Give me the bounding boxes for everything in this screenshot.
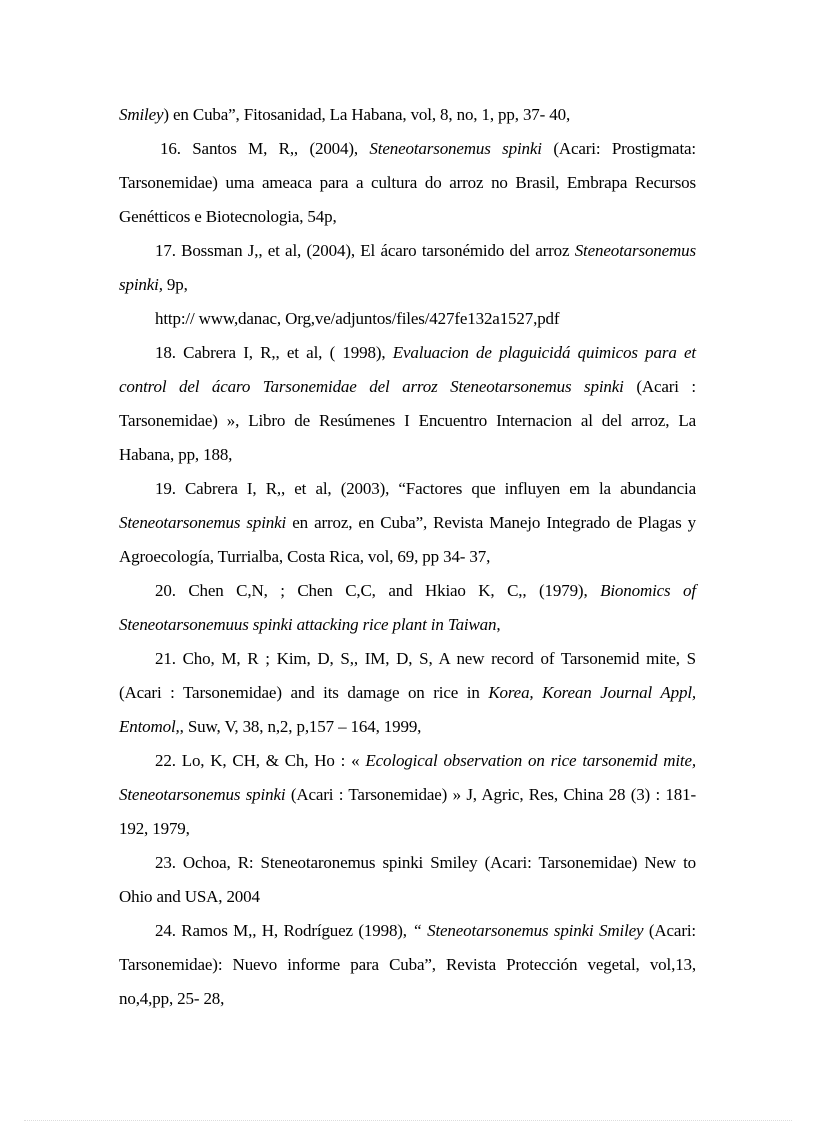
reference-16: 16. Santos M, R,, (2004), Steneotarsonemus spinki (Acari: Prostigmata: Tarsonemidae) uma ameaca para a cultura do arroz no Brasil, Embrapa Recursos Genétticos e Biotecnologia, 54p, — [119, 139, 696, 226]
reference-24: 24. Ramos M,, H, Rodríguez (1998), “ Steneotarsonemus spinki Smiley (Acari: Tarsonemidae): Nuevo informe para Cuba”, Revista Protección vegetal, vol,13, no,4,pp, 25- 28, — [119, 921, 696, 1008]
reference-18: 18. Cabrera I, R,, et al, ( 1998), Evaluacion de plaguicidá quimicos para et control del ácaro Tarsonemidae del arroz Steneotarsonemus spinki (Acari : Tarsonemidae) », Libro de Resúmenes I Encuentro Internacion al del arroz, La Habana, pp, 188, — [119, 343, 696, 464]
reference-17-url[interactable]: http:// www,danac, Org,ve/adjuntos/files/427fe132a1527,pdf — [155, 309, 560, 328]
reference-21: 21. Cho, M, R ; Kim, D, S,, IM, D, S, A new record of Tarsonemid mite, S (Acari : Tarsonemidae) and its damage on rice in Korea, Korean Journal Appl, Entomol,, Suw, V, 38, n,2, p,157 – 164, 1999, — [119, 649, 696, 736]
reference-22: 22. Lo, K, CH, & Ch, Ho : « Ecological observation on rice tarsonemid mite, Steneotarsonemus spinki (Acari : Tarsonemidae) » J, Agric, Res, China 28 (3) : 181- 192, 1979, — [119, 751, 697, 838]
reference-17: 17. Bossman J,, et al, (2004), El ácaro tarsonémido del arroz Steneotarsonemus spinki, 9p, — [119, 241, 696, 294]
reference-continuation: Smiley) en Cuba”, Fitosanidad, La Habana, vol, 8, no, 1, pp, 37- 40, — [119, 105, 571, 124]
page-bottom-divider — [24, 1120, 792, 1121]
reference-23: 23. Ochoa, R: Steneotaronemus spinki Smiley (Acari: Tarsonemidae) New to Ohio and USA, 2004 — [119, 853, 696, 906]
reference-list — [119, 98, 696, 1016]
reference-20: 20. Chen C,N, ; Chen C,C, and Hkiao K, C,, (1979), Bionomics of Steneotarsonemuus spinki attacking rice plant in Taiwan, — [119, 581, 696, 634]
reference-19: 19. Cabrera I, R,, et al, (2003), “Factores que influyen em la abundancia Steneotarsonemus spinki en arroz, en Cuba”, Revista Manejo Integrado de Plagas y Agroecología, Turrialba, Costa Rica, vol, 69, pp 34- 37, — [119, 479, 696, 566]
